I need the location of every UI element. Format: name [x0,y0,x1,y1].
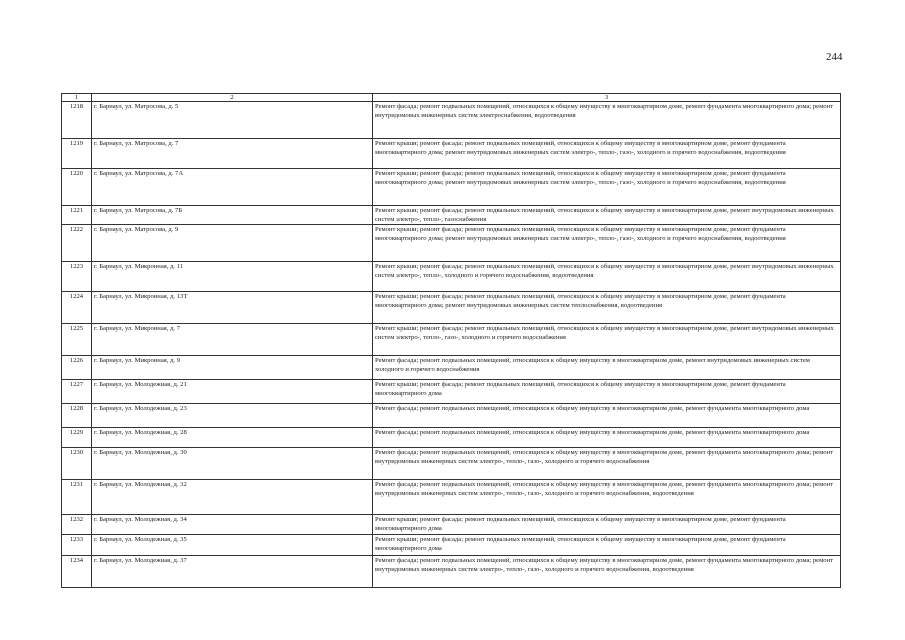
row-number: 1221 [62,206,92,225]
table-row [62,428,841,448]
table-row [62,556,841,588]
table-row [62,292,841,324]
row-number: 1222 [62,225,92,262]
address-cell: г. Барнаул, ул. Матросова, д. 7Б [92,206,373,225]
address-cell: г. Барнаул, ул. Молодежная, д. 21 [92,380,373,404]
table-body [62,102,841,588]
table-row [62,448,841,480]
works-cell: Ремонт крыши; ремонт фасада; ремонт подвальных помещений, относящихся к общему имуществу в многоквартирном доме, ремонт фундамента многоквартирного дома [373,515,841,535]
table-row [62,324,841,356]
row-number: 1232 [62,515,92,535]
table-row [62,169,841,206]
row-number: 1230 [62,448,92,480]
row-number: 1227 [62,380,92,404]
row-number: 1228 [62,404,92,428]
table-row [62,356,841,380]
address-cell: г. Барнаул, ул. Микронная, д. 9 [92,356,373,380]
works-cell: Ремонт фасада; ремонт подвальных помещений, относящихся к общему имуществу в многоквартирном доме, ремонт фундамента многоквартирного дома; ремонт внутридомовых инженерных систем электро-, тепло-, газо-, холодного и горячего водоснабжения, водоотведения [373,480,841,515]
address-cell: г. Барнаул, ул. Молодежная, д. 23 [92,404,373,428]
works-cell: Ремонт крыши; ремонт фасада; ремонт подвальных помещений, относящихся к общему имуществу в многоквартирном доме, ремонт внутридомовых инженерных систем электро-, тепло-, газоснабжения [373,206,841,225]
header-col-3: 3 [373,94,841,102]
row-number: 1231 [62,480,92,515]
header-row [62,94,841,102]
table-row [62,225,841,262]
address-cell: г. Барнаул, ул. Молодежная, д. 35 [92,535,373,556]
header-col-1: 1 [62,94,92,102]
row-number: 1229 [62,428,92,448]
table-row [62,380,841,404]
address-cell: г. Барнаул, ул. Матросова, д. 7А [92,169,373,206]
works-cell: Ремонт фасада; ремонт подвальных помещений, относящихся к общему имуществу в многоквартирном доме, ремонт фундамента многоквартирного дома [373,428,841,448]
address-cell: г. Барнаул, ул. Микронная, д. 7 [92,324,373,356]
row-number: 1224 [62,292,92,324]
page-number: 244 [826,51,843,63]
row-number: 1233 [62,535,92,556]
table-row [62,515,841,535]
works-cell: Ремонт крыши; ремонт фасада; ремонт подвальных помещений, относящихся к общему имуществу в многоквартирном доме, ремонт фундамента многоквартирного дома; ремонт внутридомовых инженерных систем электро-, тепло-, газо-, холодного и горячего водоснабжения, водоотведения [373,225,841,262]
row-number: 1218 [62,102,92,139]
address-cell: г. Барнаул, ул. Матросова, д. 5 [92,102,373,139]
table-row [62,404,841,428]
table-row [62,480,841,515]
address-cell: г. Барнаул, ул. Молодежная, д. 28 [92,428,373,448]
table-row [62,535,841,556]
works-cell: Ремонт крыши; ремонт фасада; ремонт подвальных помещений, относящихся к общему имуществу в многоквартирном доме, ремонт фундамента многоквартирного дома [373,535,841,556]
address-cell: г. Барнаул, ул. Молодежная, д. 37 [92,556,373,588]
address-cell: г. Барнаул, ул. Микронная, д. 13Т [92,292,373,324]
works-cell: Ремонт фасада; ремонт подвальных помещений, относящихся к общему имуществу в многоквартирном доме, ремонт фундамента многоквартирного дома [373,404,841,428]
address-cell: г. Барнаул, ул. Матросова, д. 7 [92,139,373,169]
row-number: 1220 [62,169,92,206]
works-cell: Ремонт крыши; ремонт фасада; ремонт подвальных помещений, относящихся к общему имуществу в многоквартирном доме, ремонт фундамента многоквартирного дома [373,380,841,404]
table-row [62,206,841,225]
works-cell: Ремонт крыши; ремонт фасада; ремонт подвальных помещений, относящихся к общему имуществу в многоквартирном доме, ремонт внутридомовых инженерных систем электро-, тепло-, газо-, холодного и горячего водоснабжения [373,324,841,356]
works-cell: Ремонт крыши; ремонт фасада; ремонт подвальных помещений, относящихся к общему имуществу в многоквартирном доме, ремонт внутридомовых инженерных систем электро-, тепло-, холодного и горячего водоснабжения, водоотведения [373,262,841,292]
works-cell: Ремонт крыши; ремонт фасада; ремонт подвальных помещений, относящихся к общему имуществу в многоквартирном доме, ремонт фундамента многоквартирного дома; ремонт внутридомовых инженерных систем электро-, тепло-, газо-, холодного и горячего водоснабжения, водоотведения [373,169,841,206]
address-cell: г. Барнаул, ул. Молодежная, д. 34 [92,515,373,535]
row-number: 1225 [62,324,92,356]
address-cell: г. Барнаул, ул. Молодежная, д. 30 [92,448,373,480]
works-cell: Ремонт фасада; ремонт подвальных помещений, относящихся к общему имуществу в многоквартирном доме, ремонт фундамента многоквартирного дома; ремонт внутридомовых инженерных систем электро-, тепло-, газо-, холодного и горячего водоснабжения [373,448,841,480]
works-cell: Ремонт крыши; ремонт фасада; ремонт подвальных помещений, относящихся к общему имуществу в многоквартирном доме, ремонт фундамента многоквартирного дома; ремонт внутридомовых инженерных систем теплоснабжения, водоотведения [373,292,841,324]
row-number: 1219 [62,139,92,169]
address-cell: г. Барнаул, ул. Микронная, д. 11 [92,262,373,292]
address-cell: г. Барнаул, ул. Матросова, д. 9 [92,225,373,262]
table-row [62,139,841,169]
works-cell: Ремонт фасада; ремонт подвальных помещений, относящихся к общему имуществу в многоквартирном доме, ремонт фундамента многоквартирного дома; ремонт внутридомовых инженерных систем электро-, тепло-, газо-, холодного и горячего водоснабжения, водоотведения [373,556,841,588]
header-col-2: 2 [92,94,373,102]
row-number: 1226 [62,356,92,380]
table-row [62,102,841,139]
row-number: 1223 [62,262,92,292]
works-cell: Ремонт фасада; ремонт подвальных помещений, относящихся к общему имуществу в многоквартирном доме, ремонт фундамента многоквартирного дома; ремонт внутридомовых инженерных систем электроснабжения, водоотведения [373,102,841,139]
address-cell: г. Барнаул, ул. Молодежная, д. 32 [92,480,373,515]
works-cell: Ремонт фасада; ремонт подвальных помещений, относящихся к общему имуществу в многоквартирном доме, ремонт внутридомовых инженерных систем холодного и горячего водоснабжения [373,356,841,380]
works-cell: Ремонт крыши; ремонт фасада; ремонт подвальных помещений, относящихся к общему имуществу в многоквартирном доме, ремонт фундамента многоквартирного дома; ремонт внутридомовых инженерных систем электро-, тепло-, газо-, холодного и горячего водоснабжения, водоотведения [373,139,841,169]
row-number: 1234 [62,556,92,588]
register-table [61,93,841,588]
table-row [62,262,841,292]
